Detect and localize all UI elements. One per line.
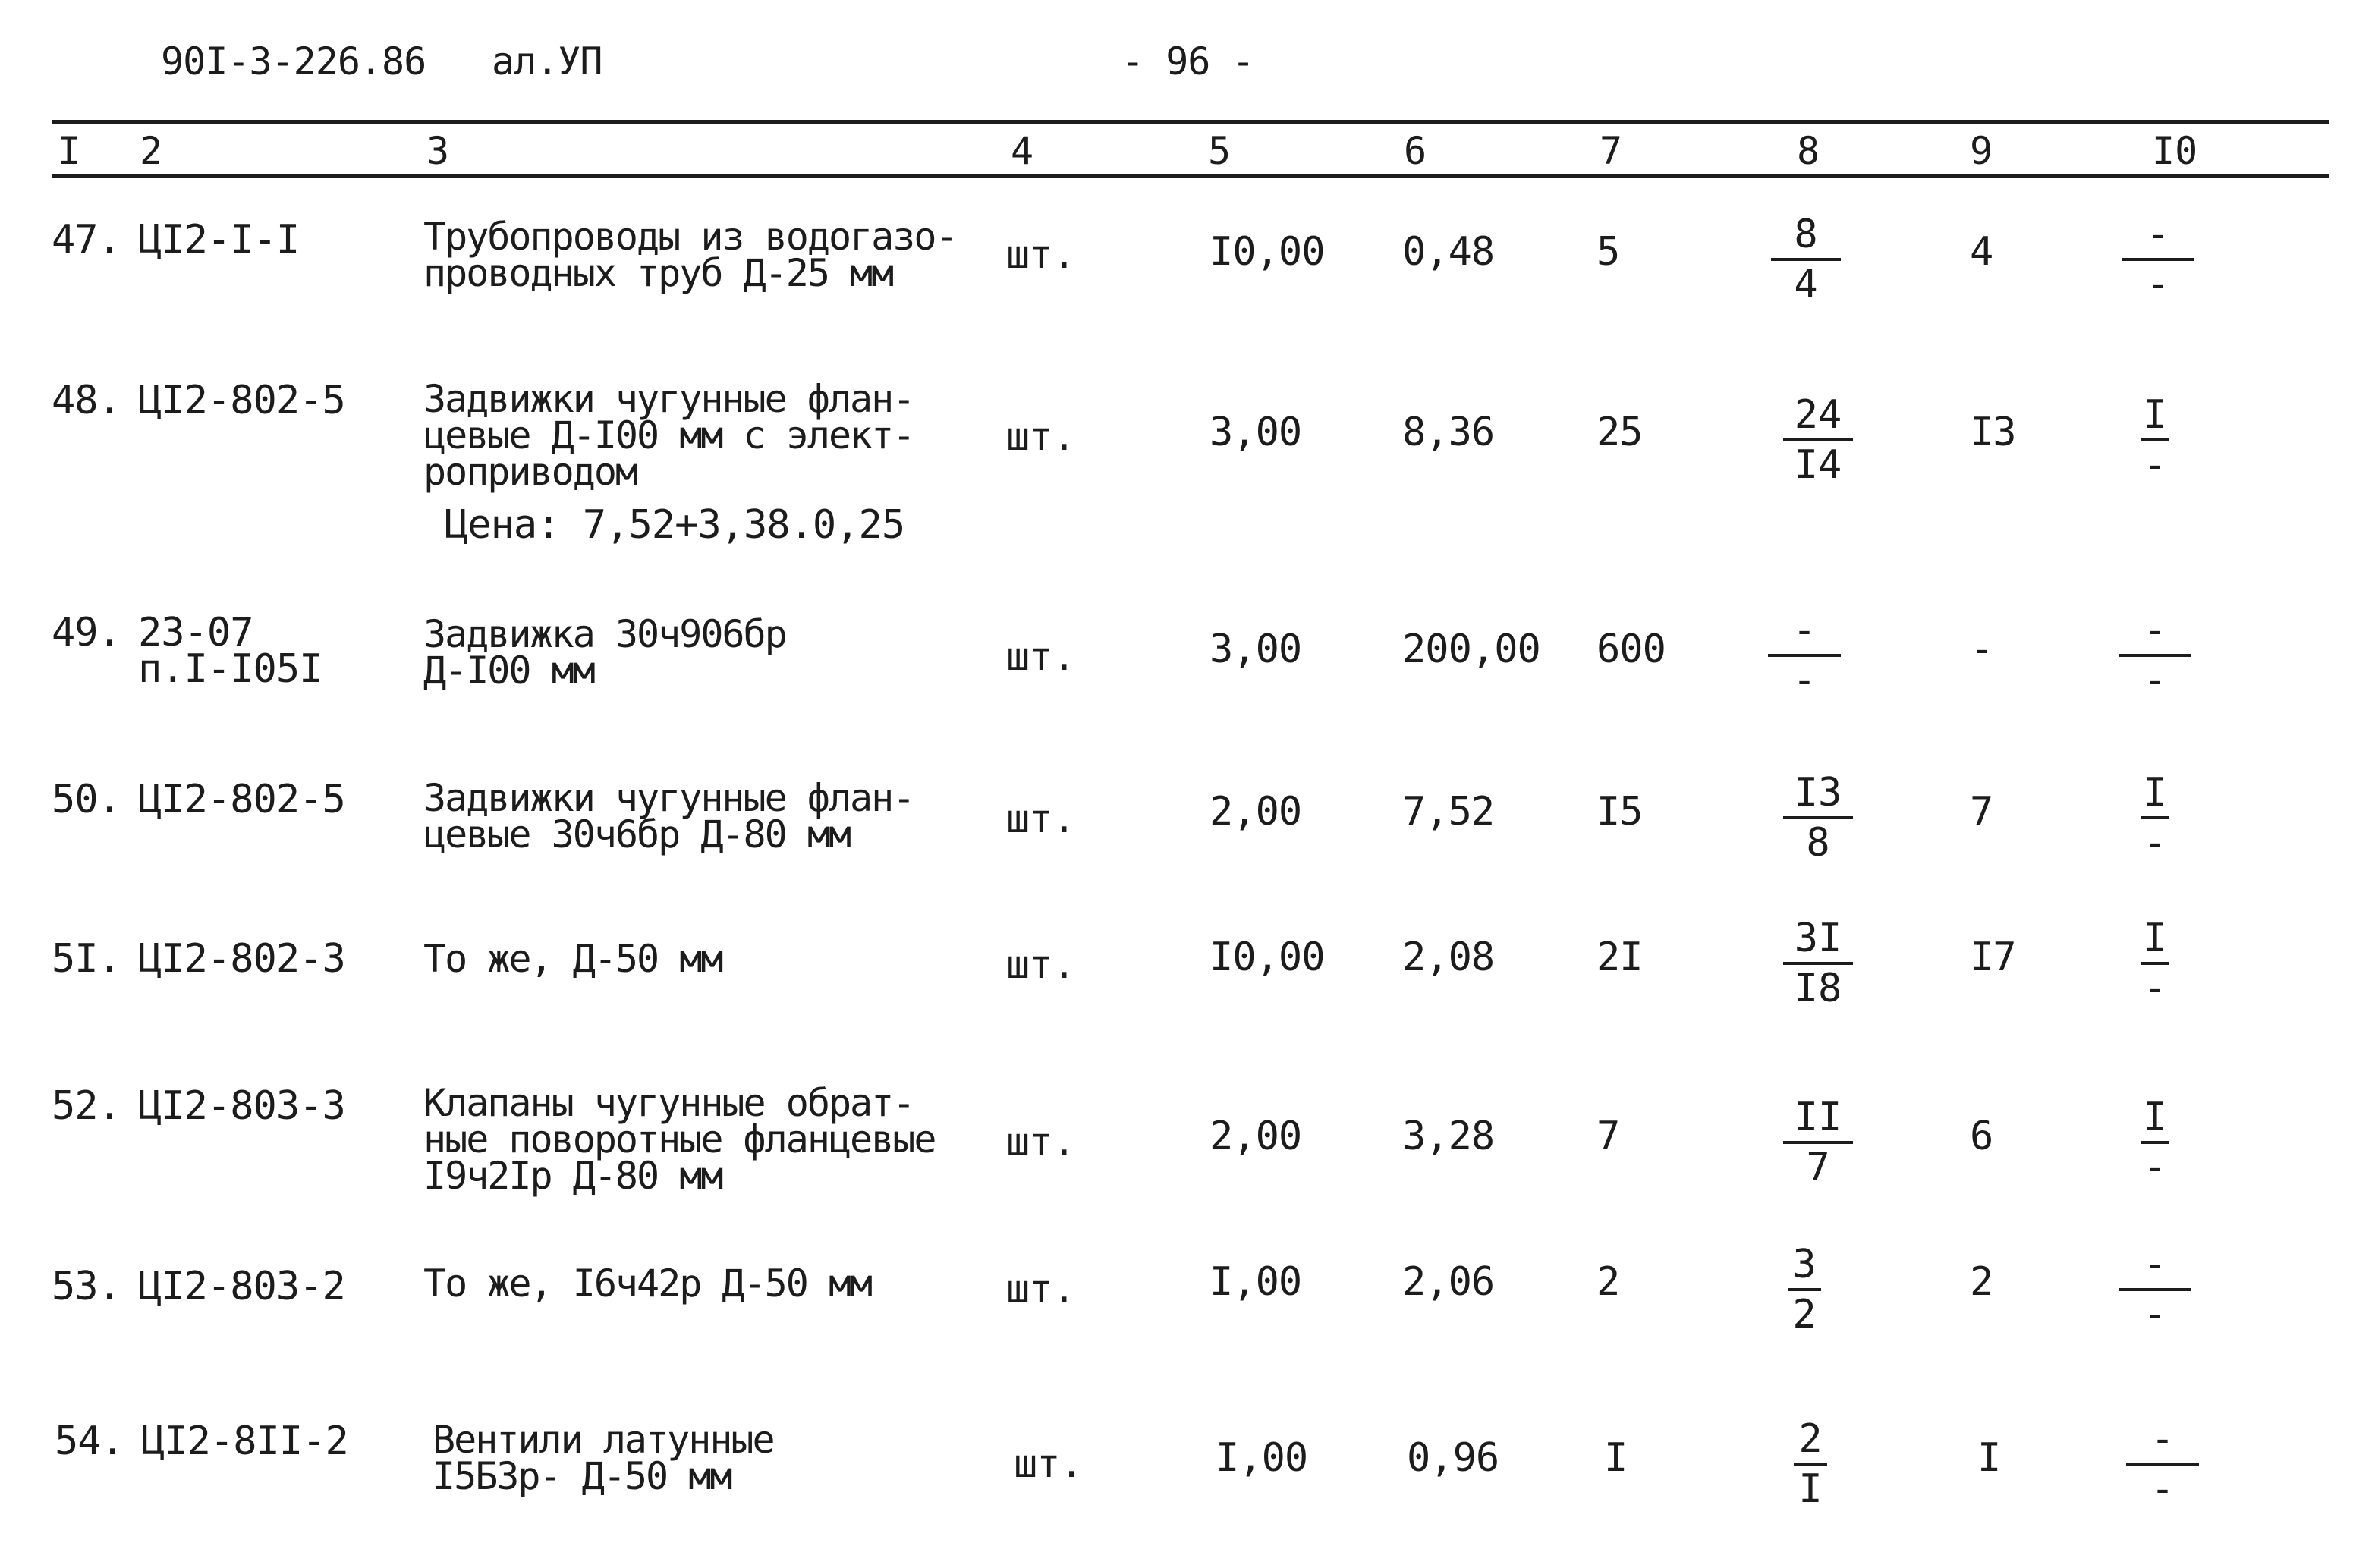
fraction-denominator: -	[2143, 966, 2167, 1011]
fraction-denominator: 8	[1806, 820, 1830, 866]
col-num-2: 2	[140, 129, 163, 173]
item-name-line: цевые 30ч6бр Д-80 мм	[423, 812, 851, 856]
unit: шт.	[1006, 232, 1075, 278]
col-num-1: I	[58, 129, 81, 173]
col-num-7: 7	[1600, 129, 1623, 173]
col10-fraction	[2109, 1241, 2200, 1338]
fraction-numerator: 3I	[1794, 916, 1842, 961]
fraction-numerator: I	[2143, 392, 2167, 438]
col10-fraction	[2109, 915, 2200, 1012]
col6-value: 0,48	[1402, 229, 1495, 275]
fraction-numerator: 8	[1794, 212, 1818, 257]
fraction-denominator: I	[1798, 1466, 1823, 1512]
fraction-denominator: 2	[1792, 1292, 1817, 1337]
col8-fraction	[1759, 1241, 1850, 1338]
item-code: ЦI2-802-5	[138, 378, 345, 423]
col5-value: 3,00	[1210, 627, 1302, 672]
col5-value: I0,00	[1210, 935, 1325, 980]
col6-value: 0,96	[1407, 1435, 1499, 1481]
item-name-line: цевые Д-I00 мм с элект-	[423, 413, 914, 457]
col7-value: 25	[1596, 410, 1643, 455]
album-label: ал.УП	[492, 39, 602, 83]
col-num-3: 3	[426, 129, 450, 173]
unit: шт.	[1006, 942, 1075, 988]
item-name-line: роприводом	[423, 450, 637, 494]
fraction-numerator: 24	[1794, 392, 1842, 438]
col6-value: 2,06	[1402, 1259, 1495, 1305]
table-header-rule	[52, 174, 2329, 178]
fraction-denominator: -	[2143, 820, 2167, 866]
fraction-numerator: -	[2150, 1416, 2175, 1462]
page-number: - 96 -	[1121, 39, 1254, 83]
item-code: п.I-I05I	[138, 646, 322, 692]
item-code: ЦI2-8II-2	[141, 1419, 348, 1464]
unit: шт.	[1006, 634, 1075, 680]
col9-value: 2	[1970, 1259, 1993, 1305]
item-code: ЦI2-802-5	[138, 777, 345, 822]
fraction-numerator: II	[1794, 1095, 1842, 1140]
fraction-numerator: -	[2143, 1242, 2167, 1287]
col7-value: I	[1604, 1435, 1628, 1481]
row-number: 49.	[52, 610, 121, 655]
fraction-numerator: -	[1792, 608, 1817, 653]
col10-fraction	[2112, 211, 2204, 308]
col5-value: I,00	[1216, 1435, 1308, 1481]
col7-value: I5	[1596, 789, 1643, 834]
unit: шт.	[1006, 797, 1075, 842]
fraction-numerator: 3	[1792, 1242, 1817, 1287]
item-code: ЦI2-I-I	[138, 217, 300, 262]
fraction-denominator: -	[2143, 1145, 2167, 1190]
col7-value: 600	[1596, 627, 1666, 672]
table-top-rule	[52, 120, 2329, 124]
col8-fraction	[1759, 607, 1850, 704]
fraction-denominator: -	[2143, 442, 2167, 488]
unit: шт.	[1006, 1120, 1075, 1165]
col9-value: -	[1970, 627, 1993, 672]
row-number: 50.	[52, 777, 121, 822]
col6-value: 7,52	[1402, 789, 1495, 834]
col10-fraction	[2109, 391, 2200, 489]
item-code: ЦI2-803-3	[138, 1083, 345, 1129]
col7-value: 5	[1596, 229, 1620, 275]
col5-value: 2,00	[1210, 789, 1302, 834]
col10-fraction	[2109, 769, 2200, 866]
col10-fraction	[2117, 1416, 2208, 1513]
unit: шт.	[1006, 1267, 1075, 1312]
fraction-numerator: 2	[1798, 1416, 1823, 1462]
col5-value: I0,00	[1210, 229, 1325, 275]
fraction-numerator: -	[2146, 212, 2170, 257]
col7-value: 2	[1596, 1259, 1620, 1305]
item-name-line: I9ч2Iр Д-80 мм	[423, 1154, 722, 1198]
item-name-line: Вентили латунные	[433, 1418, 774, 1462]
col5-value: 2,00	[1210, 1114, 1302, 1159]
item-code: ЦI2-802-3	[138, 936, 345, 982]
row-number: 48.	[52, 378, 121, 423]
unit: шт.	[1006, 414, 1075, 460]
col10-fraction	[2109, 1094, 2200, 1191]
col9-value: 6	[1970, 1114, 1993, 1159]
col9-value: I3	[1970, 410, 2016, 455]
fraction-numerator: I3	[1794, 770, 1842, 815]
unit: шт.	[1014, 1441, 1083, 1487]
fraction-denominator: -	[2150, 1466, 2175, 1512]
fraction-denominator: -	[2143, 658, 2167, 703]
col8-fraction	[1773, 915, 1864, 1012]
item-name-line: Задвижки чугунные флан-	[423, 377, 914, 421]
col8-fraction	[1773, 1094, 1864, 1191]
col8-fraction	[1765, 1416, 1856, 1513]
item-name-line: Трубопроводы из водогазо-	[423, 215, 957, 259]
col-num-5: 5	[1208, 129, 1232, 173]
col7-value: 2I	[1596, 935, 1643, 980]
fraction-numerator: I	[2143, 770, 2167, 815]
item-name-line: ные поворотные фланцевые	[423, 1117, 936, 1161]
col8-fraction	[1773, 769, 1864, 866]
fraction-denominator: -	[2143, 1292, 2167, 1337]
item-name-line: Д-I00 мм	[423, 649, 594, 693]
fraction-numerator: -	[2143, 608, 2167, 653]
col-num-6: 6	[1404, 129, 1427, 173]
item-code: ЦI2-803-2	[138, 1264, 345, 1309]
col9-value: I7	[1970, 935, 2016, 980]
col6-value: 200,00	[1402, 627, 1540, 672]
fraction-denominator: -	[1792, 658, 1817, 703]
col10-fraction	[2109, 607, 2200, 704]
row-number: 47.	[52, 217, 121, 262]
fraction-denominator: I8	[1794, 966, 1842, 1011]
price-note: Цена: 7,52+3,38.0,25	[445, 502, 905, 548]
item-name-line: Задвижки чугунные флан-	[423, 776, 914, 820]
col7-value: 7	[1596, 1114, 1620, 1159]
col6-value: 8,36	[1402, 410, 1495, 455]
item-name-line: проводных труб Д-25 мм	[423, 251, 893, 295]
fraction-denominator: -	[2146, 262, 2170, 307]
item-name-line: То же, Д-50 мм	[423, 937, 722, 981]
row-number: 52.	[52, 1083, 121, 1129]
fraction-numerator: I	[2143, 1095, 2167, 1140]
fraction-denominator: I4	[1794, 442, 1842, 488]
col8-fraction	[1760, 211, 1851, 308]
row-number: 54.	[55, 1419, 124, 1464]
fraction-denominator: 4	[1794, 262, 1818, 307]
col8-fraction	[1773, 391, 1864, 489]
item-code: 23-07	[138, 610, 253, 655]
col-num-9: 9	[1970, 129, 1993, 173]
col9-value: 4	[1970, 229, 1993, 275]
fraction-numerator: I	[2143, 916, 2167, 961]
row-number: 53.	[52, 1264, 121, 1309]
row-number: 5I.	[52, 936, 121, 982]
col-num-8: 8	[1797, 129, 1820, 173]
col-num-10: I0	[2152, 129, 2198, 173]
col-num-4: 4	[1011, 129, 1034, 173]
col5-value: I,00	[1210, 1259, 1302, 1305]
fraction-denominator: 7	[1806, 1145, 1830, 1190]
col6-value: 3,28	[1402, 1114, 1495, 1159]
doc-code: 90I-3-226.86	[161, 39, 426, 83]
col5-value: 3,00	[1210, 410, 1302, 455]
col6-value: 2,08	[1402, 935, 1495, 980]
col9-value: 7	[1970, 789, 1993, 834]
item-name-line: Клапаны чугунные обрат-	[423, 1081, 914, 1125]
item-name-line: Задвижка 30ч906бр	[423, 612, 786, 656]
item-name-line: То же, I6ч42р Д-50 мм	[423, 1262, 872, 1306]
item-name-line: I5Б3р- Д-50 мм	[433, 1454, 731, 1498]
col9-value: I	[1977, 1435, 2001, 1481]
